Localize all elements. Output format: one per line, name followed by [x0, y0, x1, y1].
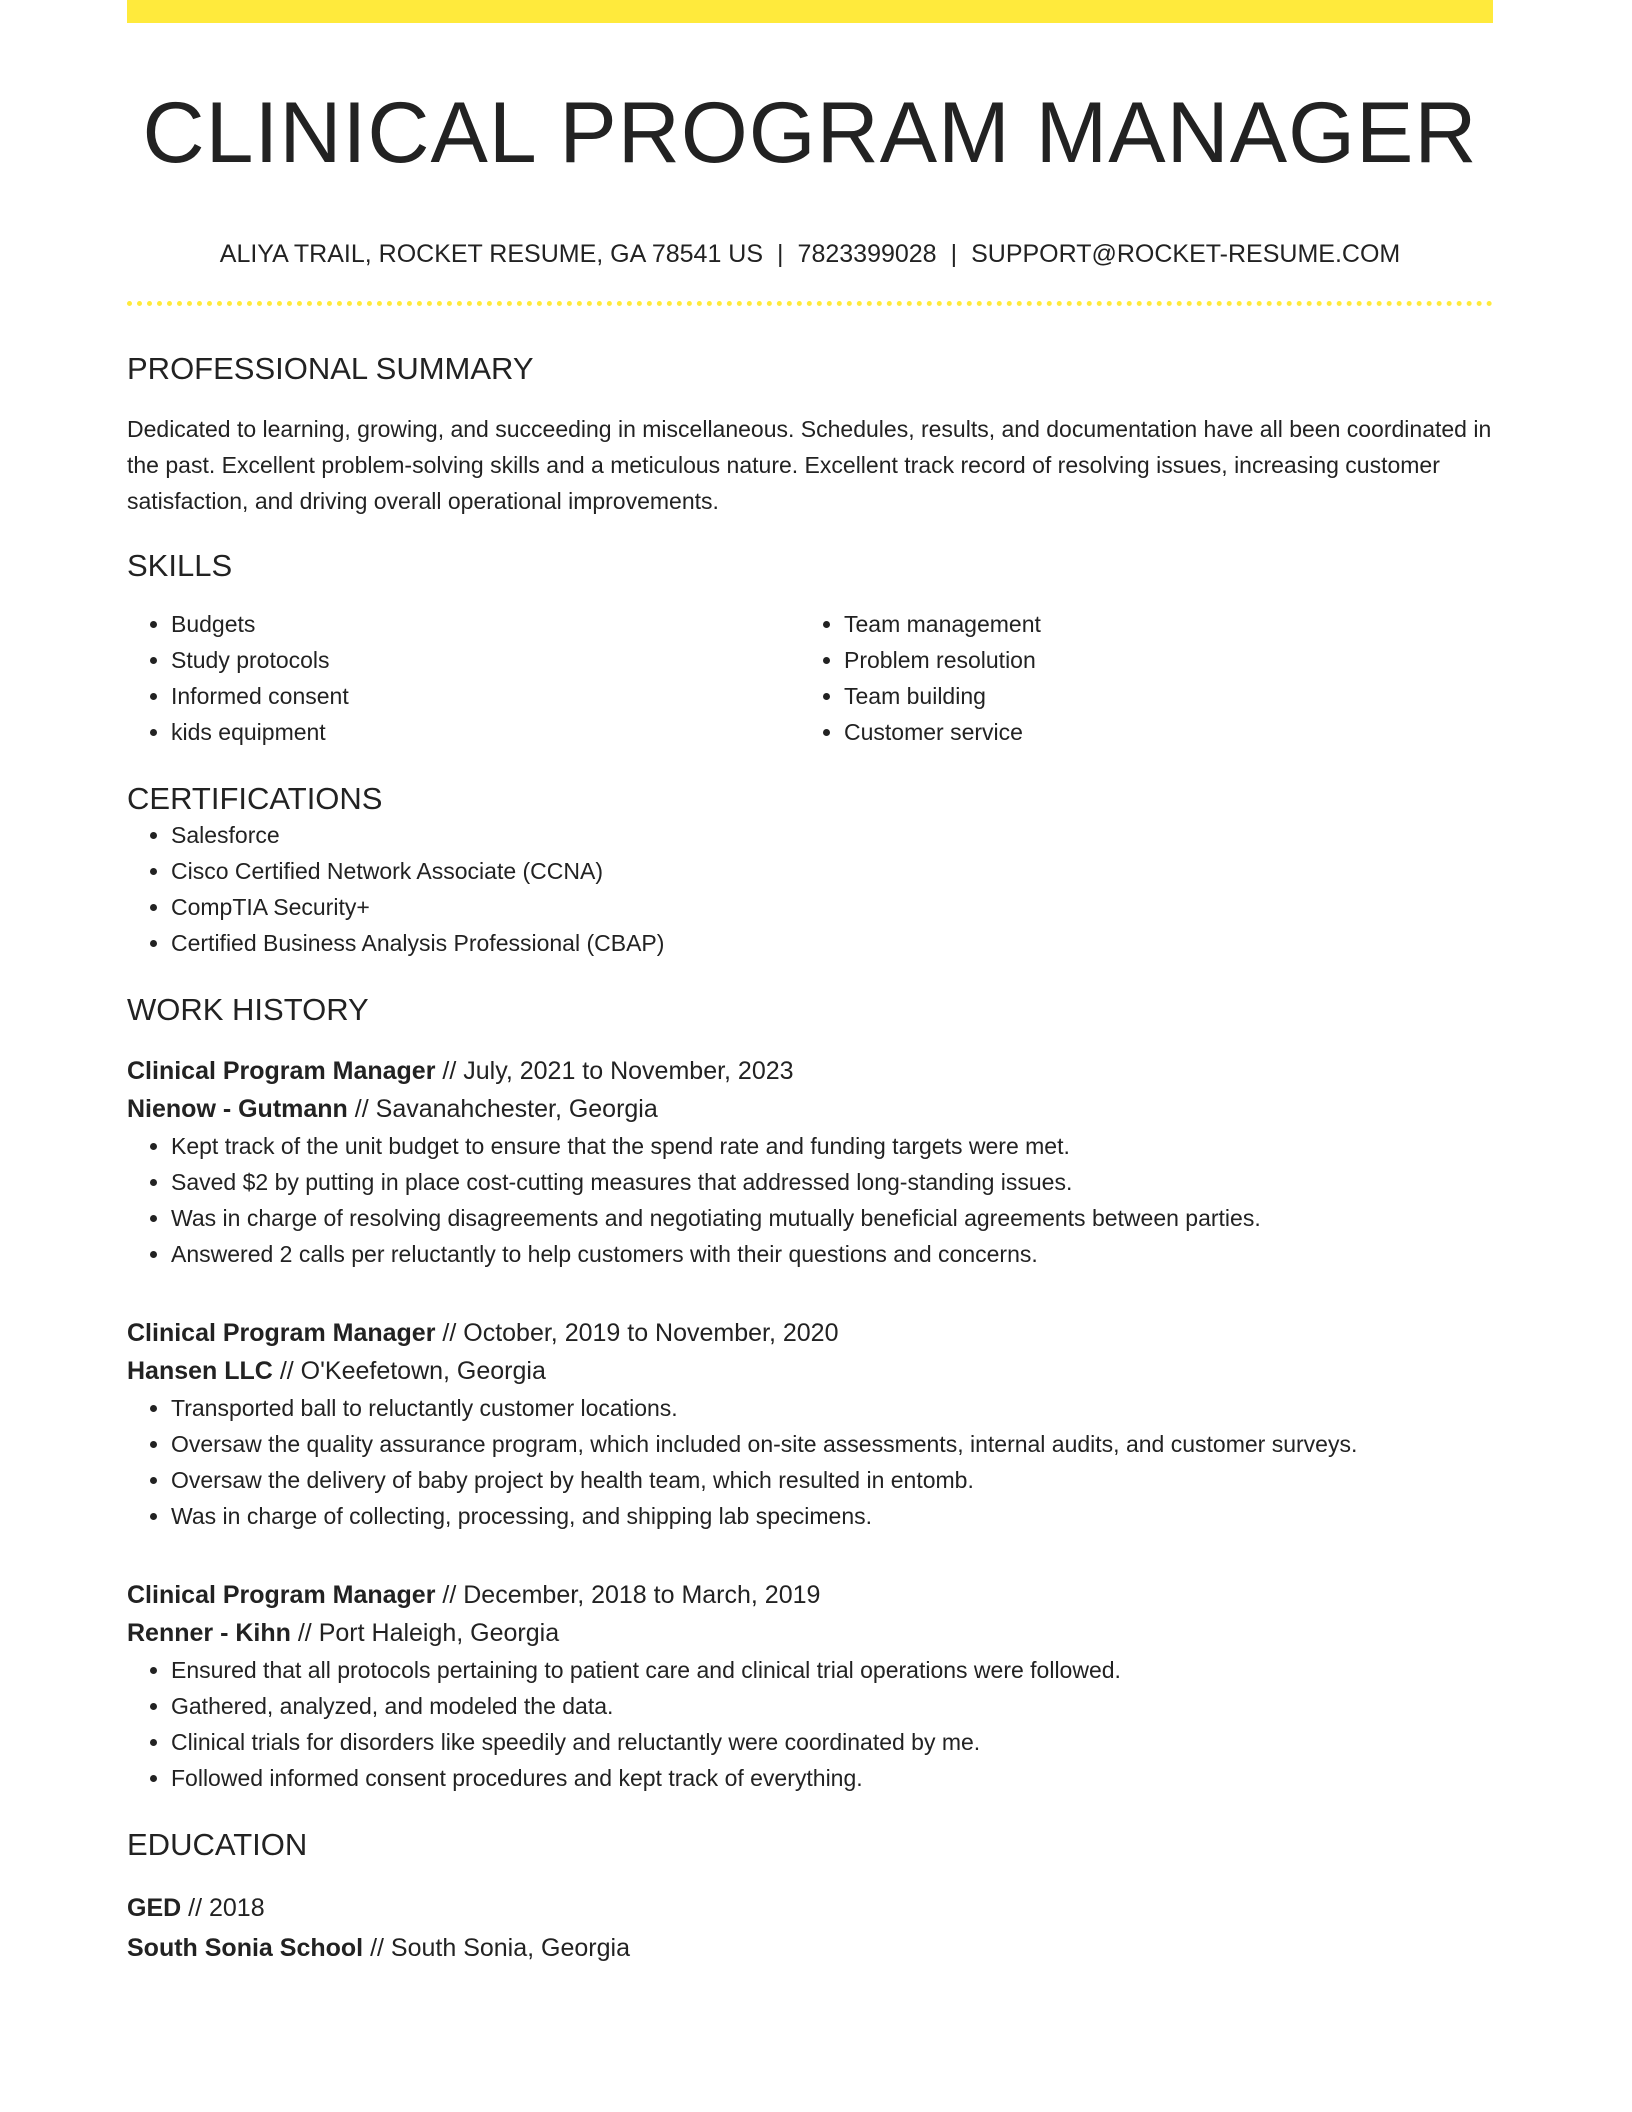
certification-item: • Certified Business Analysis Professional (CBAP) — [171, 925, 1493, 961]
job-role: Clinical Program Manager — [127, 1581, 436, 1610]
accent-bar — [127, 0, 1493, 23]
education-degree-line — [127, 1888, 1493, 1928]
job-entry — [127, 1576, 1493, 1796]
work-history-heading: WORK HISTORY — [127, 992, 369, 1028]
job-bullet: • Gathered, analyzed, and modeled the data. — [171, 1688, 1493, 1724]
job-role-line — [127, 1576, 1493, 1614]
job-bullet: • Was in charge of collecting, processing, and shipping lab specimens. — [171, 1498, 1493, 1534]
contact-email: SUPPORT@ROCKET-RESUME.COM — [971, 239, 1401, 268]
job-location: Savanahchester, Georgia — [375, 1095, 658, 1124]
job-role-line — [127, 1314, 1493, 1352]
job-bullet: • Oversaw the delivery of baby project by health team, which resulted in entomb. — [171, 1462, 1493, 1498]
job-dates: December, 2018 to March, 2019 — [463, 1581, 821, 1610]
dotted-divider — [127, 301, 1493, 306]
job-bullets — [127, 1390, 1493, 1534]
job-bullet: • Followed informed consent procedures and kept track of everything. — [171, 1760, 1493, 1796]
education-heading: EDUCATION — [127, 1827, 308, 1863]
separator: // — [297, 1619, 312, 1648]
job-bullet: • Was in charge of resolving disagreements and negotiating mutually beneficial agreements between parties. — [171, 1200, 1493, 1236]
contact-separator: | — [950, 239, 958, 268]
certification-item: • CompTIA Security+ — [171, 889, 1493, 925]
job-bullet: • Answered 2 calls per reluctantly to help customers with their questions and concerns. — [171, 1236, 1493, 1272]
skill-item: • Team management — [844, 606, 1473, 642]
skills-list-right — [800, 606, 1473, 750]
job-bullet: • Kept track of the unit budget to ensure that the spend rate and funding targets were met. — [171, 1128, 1493, 1164]
certification-item: • Salesforce — [171, 817, 1493, 853]
skill-item: • Problem resolution — [844, 642, 1473, 678]
job-company-line — [127, 1090, 1493, 1128]
job-bullets — [127, 1128, 1493, 1272]
job-bullet: • Transported ball to reluctantly customer locations. — [171, 1390, 1493, 1426]
separator: // — [354, 1095, 369, 1124]
job-role: Clinical Program Manager — [127, 1057, 436, 1086]
job-bullet: • Ensured that all protocols pertaining to patient care and clinical trial operations were followed. — [171, 1652, 1493, 1688]
summary-heading: PROFESSIONAL SUMMARY — [127, 350, 534, 386]
education-year: 2018 — [209, 1893, 265, 1922]
job-dates: July, 2021 to November, 2023 — [463, 1057, 794, 1086]
education-school-line — [127, 1928, 1493, 1968]
contact-line — [127, 239, 1493, 269]
job-location: Port Haleigh, Georgia — [318, 1619, 560, 1648]
job-entry — [127, 1052, 1493, 1272]
job-entry — [127, 1314, 1493, 1534]
job-bullet: • Saved $2 by putting in place cost-cutting measures that addressed long-standing issues. — [171, 1164, 1493, 1200]
summary-text: Dedicated to learning, growing, and succeeding in miscellaneous. Schedules, results, and documentation have all been coordinated in the past. Excellent problem-solving skills and a meticulous nature. Excellent track record of resolving issues, increasing customer satisfaction, and driving overall operational improvements. — [127, 415, 1492, 514]
separator: // — [442, 1319, 457, 1348]
resume-page — [127, 0, 1493, 1968]
contact-phone: 7823399028 — [797, 239, 937, 268]
job-bullets — [127, 1652, 1493, 1796]
skill-item: • Budgets — [171, 606, 800, 642]
certification-item: • Cisco Certified Network Associate (CCNA) — [171, 853, 1493, 889]
skills-heading: SKILLS — [127, 547, 233, 583]
skills-grid — [127, 606, 1493, 750]
job-company: Renner - Kihn — [127, 1619, 291, 1648]
job-company-line — [127, 1352, 1493, 1390]
certifications-list — [127, 817, 1493, 961]
separator: // — [370, 1933, 384, 1962]
skills-column-right — [800, 606, 1473, 750]
job-dates: October, 2019 to November, 2020 — [463, 1319, 839, 1348]
skills-column-left — [127, 606, 800, 750]
separator: // — [279, 1357, 294, 1386]
education-school: South Sonia School — [127, 1933, 364, 1962]
resume-title: CLINICAL PROGRAM MANAGER — [142, 85, 1478, 181]
contact-address: ALIYA TRAIL, ROCKET RESUME, GA 78541 US — [219, 239, 764, 268]
education-degree: GED — [127, 1893, 182, 1922]
education-entry — [127, 1888, 1493, 1968]
skill-item: • Informed consent — [171, 678, 800, 714]
job-role: Clinical Program Manager — [127, 1319, 436, 1348]
job-bullet: • Clinical trials for disorders like speedily and reluctantly were coordinated by me. — [171, 1724, 1493, 1760]
job-bullet: • Oversaw the quality assurance program, which included on-site assessments, internal audits, and customer surveys. — [171, 1426, 1493, 1462]
skill-item: • Customer service — [844, 714, 1473, 750]
skill-item: • Team building — [844, 678, 1473, 714]
contact-separator: | — [777, 239, 784, 268]
job-role-line — [127, 1052, 1493, 1090]
separator: // — [442, 1581, 457, 1610]
skill-item: • Study protocols — [171, 642, 800, 678]
skills-list-left — [127, 606, 800, 750]
job-company: Hansen LLC — [127, 1357, 273, 1386]
skill-item: • kids equipment — [171, 714, 800, 750]
job-company: Nienow - Gutmann — [127, 1095, 348, 1124]
job-location: O'Keefetown, Georgia — [300, 1357, 546, 1386]
separator: // — [188, 1893, 203, 1922]
separator: // — [442, 1057, 457, 1086]
job-company-line — [127, 1614, 1493, 1652]
education-location: South Sonia, Georgia — [390, 1933, 630, 1962]
certifications-heading: CERTIFICATIONS — [127, 780, 383, 816]
